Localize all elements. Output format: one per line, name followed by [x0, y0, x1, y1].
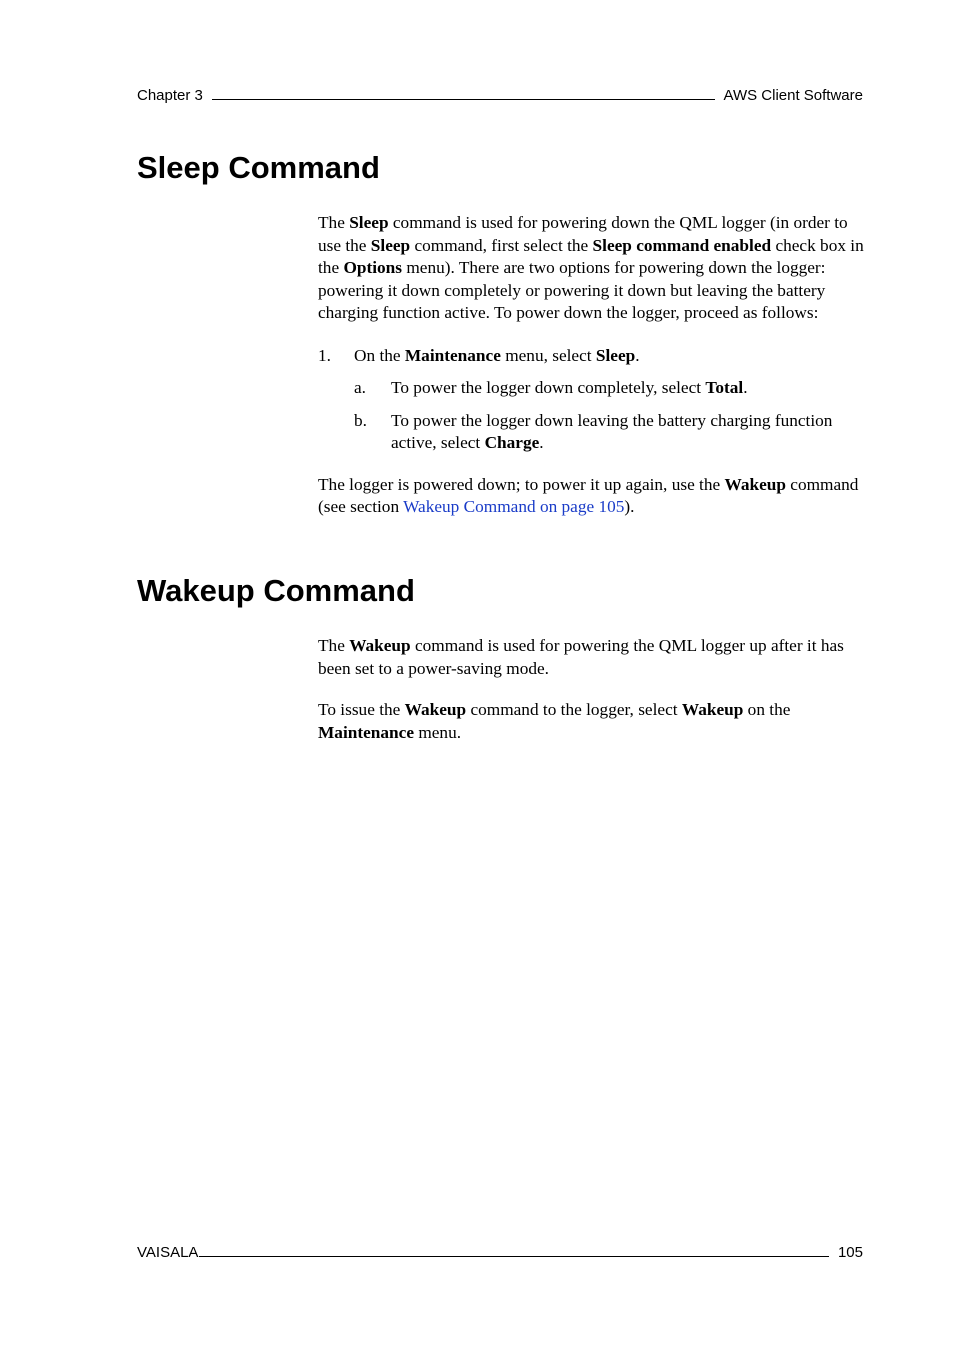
page-footer: [137, 1243, 863, 1261]
header-rule: [212, 86, 715, 100]
footer-company: VAISALA: [137, 1244, 199, 1261]
footer-rule: [199, 1243, 829, 1257]
wakeup-paragraph-2: To issue the Wakeup command to the logger, select Wakeup on the Maintenance menu.: [318, 700, 791, 742]
header-title: AWS Client Software: [723, 87, 863, 104]
wakeup-section-body: [318, 635, 864, 744]
sleep-step-b: b. To power the logger down leaving the battery charging function active, select Charge.: [354, 410, 833, 452]
header-chapter: Chapter 3: [137, 87, 203, 104]
wakeup-paragraph-1: The Wakeup command is used for powering the QML logger up after it has been set to a power-saving mode.: [318, 636, 844, 678]
sleep-section-body: [318, 212, 864, 519]
sleep-intro-paragraph: The Sleep command is used for powering down the QML logger (in order to use the Sleep command, first select the Sleep command enabled check box in the Options menu). There are two options for powering down the logger: powering it down completely or powering it down but leaving the battery charging function active. To power down the logger, proceed as follows:: [318, 213, 864, 322]
footer-page-number: 105: [837, 1244, 863, 1261]
wakeup-command-heading: Wakeup Command: [137, 573, 415, 608]
page-header: [137, 86, 863, 104]
sleep-step-1: 1. On the Maintenance menu, select Sleep.: [318, 345, 640, 365]
sleep-step-a: a. To power the logger down completely, select Total.: [354, 378, 748, 397]
wakeup-command-link[interactable]: Wakeup Command on page 105: [403, 497, 625, 516]
sleep-command-heading: Sleep Command: [137, 150, 380, 185]
sleep-outro-paragraph: The logger is powered down; to power it up again, use the Wakeup command (see section Wakeup Command on page 105).: [318, 474, 859, 516]
